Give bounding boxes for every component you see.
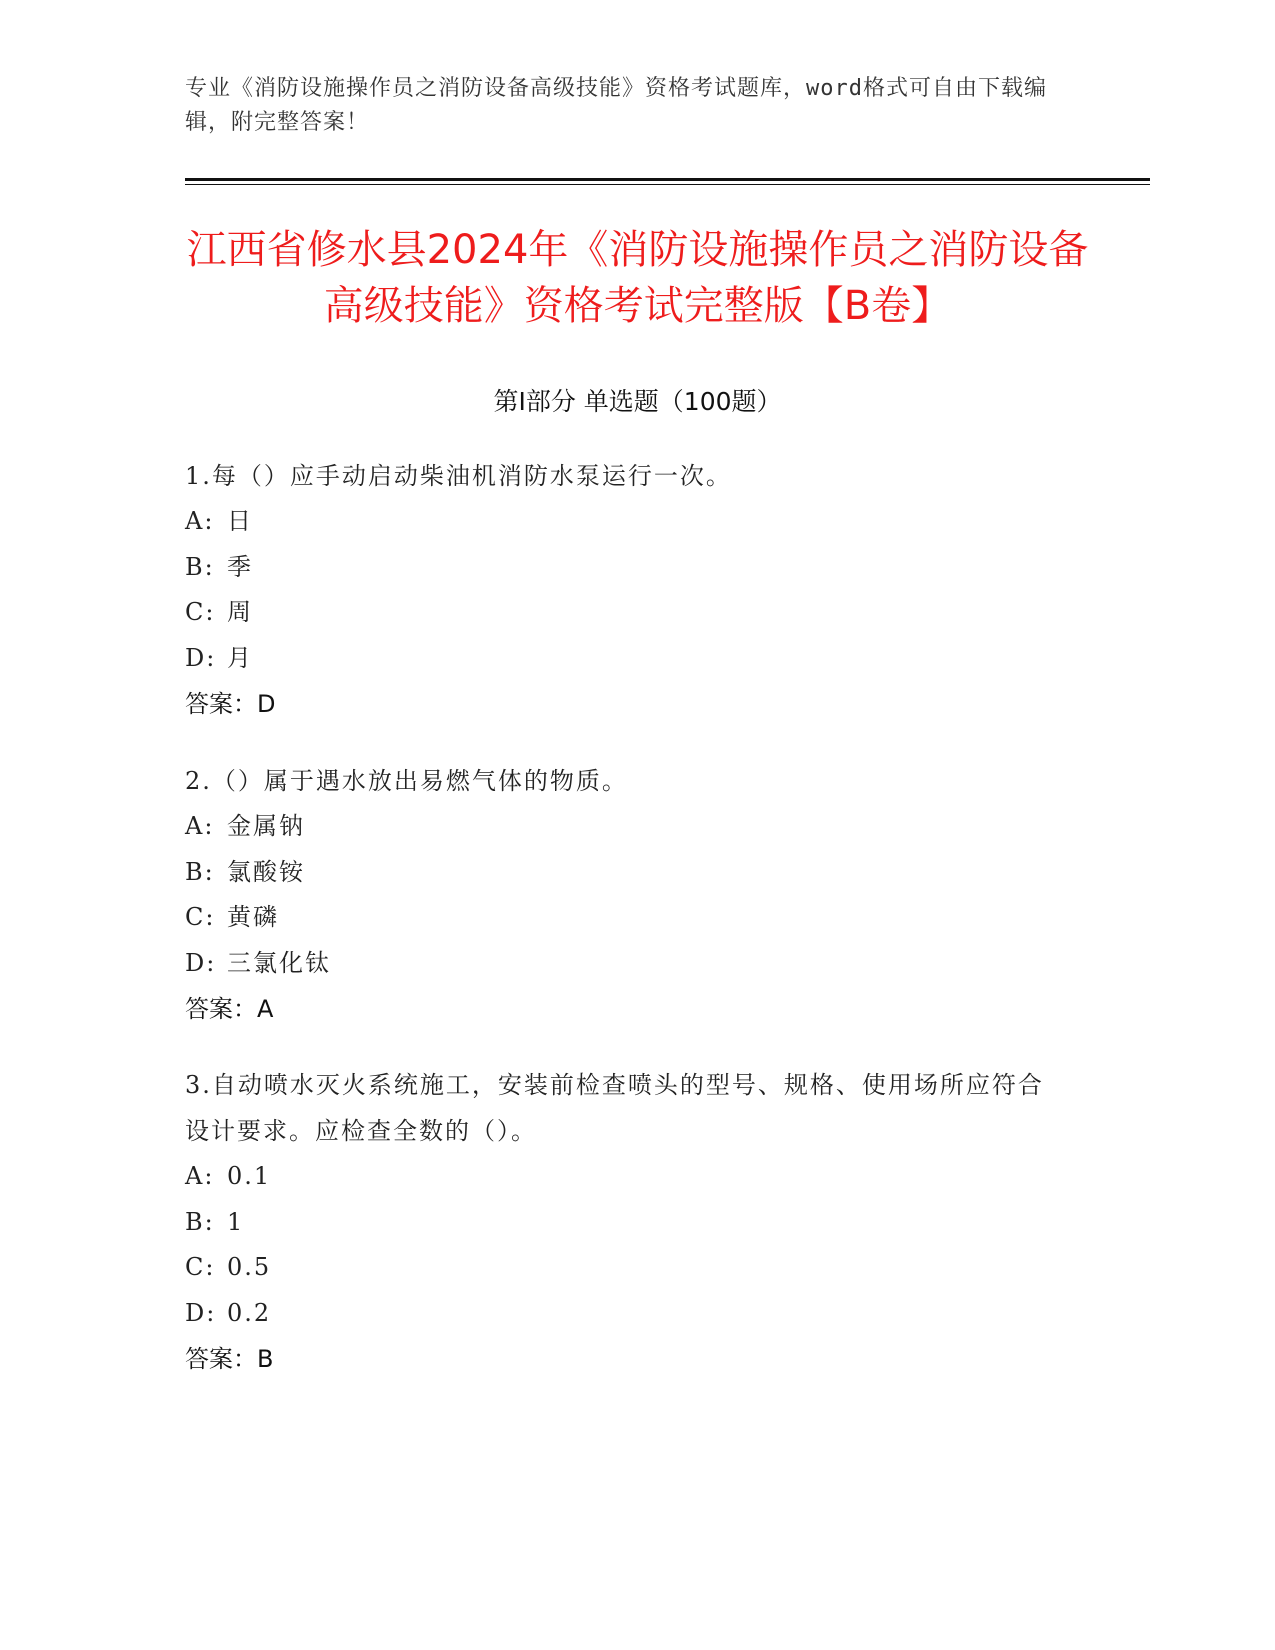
answer-line: 答案：D — [185, 690, 276, 718]
option-b — [185, 850, 1065, 896]
header-divider-thin — [185, 184, 1150, 185]
option-letter: B: — [185, 857, 215, 886]
option-letter: A: — [185, 507, 215, 535]
option-letter: A: — [185, 812, 215, 840]
question-2 — [185, 758, 1065, 1032]
option-b — [185, 545, 1065, 591]
option-c — [185, 895, 1065, 941]
question-3 — [185, 1062, 1065, 1382]
option-letter: D: — [185, 1298, 217, 1327]
option-text: 0.2 — [227, 1298, 272, 1327]
option-letter: C: — [185, 598, 216, 626]
option-text: 0.1 — [227, 1162, 272, 1190]
question-1 — [185, 453, 1065, 727]
option-letter: B: — [185, 552, 215, 581]
option-c — [185, 1245, 1065, 1291]
option-text: 月 — [227, 643, 253, 672]
option-text: 黄磷 — [227, 903, 279, 931]
answer-line: 答案：B — [185, 1345, 274, 1373]
option-b — [185, 1200, 1065, 1246]
answer-line: 答案：A — [185, 995, 274, 1023]
option-text: 0.5 — [227, 1253, 272, 1281]
option-text: 日 — [227, 507, 253, 535]
option-text: 季 — [227, 552, 253, 581]
header-divider-thick — [185, 178, 1150, 181]
option-a — [185, 1154, 1065, 1200]
option-d — [185, 1291, 1065, 1337]
option-a — [185, 804, 1065, 850]
option-text: 氯酸铵 — [227, 857, 305, 886]
option-text: 周 — [227, 598, 253, 626]
question-stem: 1.每（）应手动启动柴油机消防水泵运行一次。 — [185, 462, 732, 490]
option-text: 三氯化钛 — [227, 948, 331, 977]
option-letter: A: — [185, 1162, 215, 1190]
question-stem: 3.自动喷水灭火系统施工，安装前检查喷头的型号、规格、使用场所应符合设计要求。应检查全数的（）。 — [185, 1071, 1044, 1145]
header-note: 专业《消防设施操作员之消防设备高级技能》资格考试题库，word格式可自由下载编辑，附完整答案！ — [185, 76, 1047, 135]
option-d — [185, 941, 1065, 987]
option-letter: D: — [185, 948, 217, 977]
question-stem: 2.（）属于遇水放出易燃气体的物质。 — [185, 767, 628, 795]
document-title: 江西省修水县2024年《消防设施操作员之消防设备高级技能》资格考试完整版【B卷】 — [186, 227, 1089, 329]
option-a — [185, 499, 1065, 545]
option-c — [185, 590, 1065, 636]
option-letter: B: — [185, 1207, 215, 1236]
section-title: 第Ⅰ部分 单选题（100题） — [493, 387, 782, 416]
option-text: 1 — [227, 1207, 245, 1236]
option-letter: C: — [185, 1253, 216, 1281]
option-letter: D: — [185, 643, 217, 672]
option-letter: C: — [185, 903, 216, 931]
option-text: 金属钠 — [227, 812, 305, 840]
option-d — [185, 636, 1065, 682]
